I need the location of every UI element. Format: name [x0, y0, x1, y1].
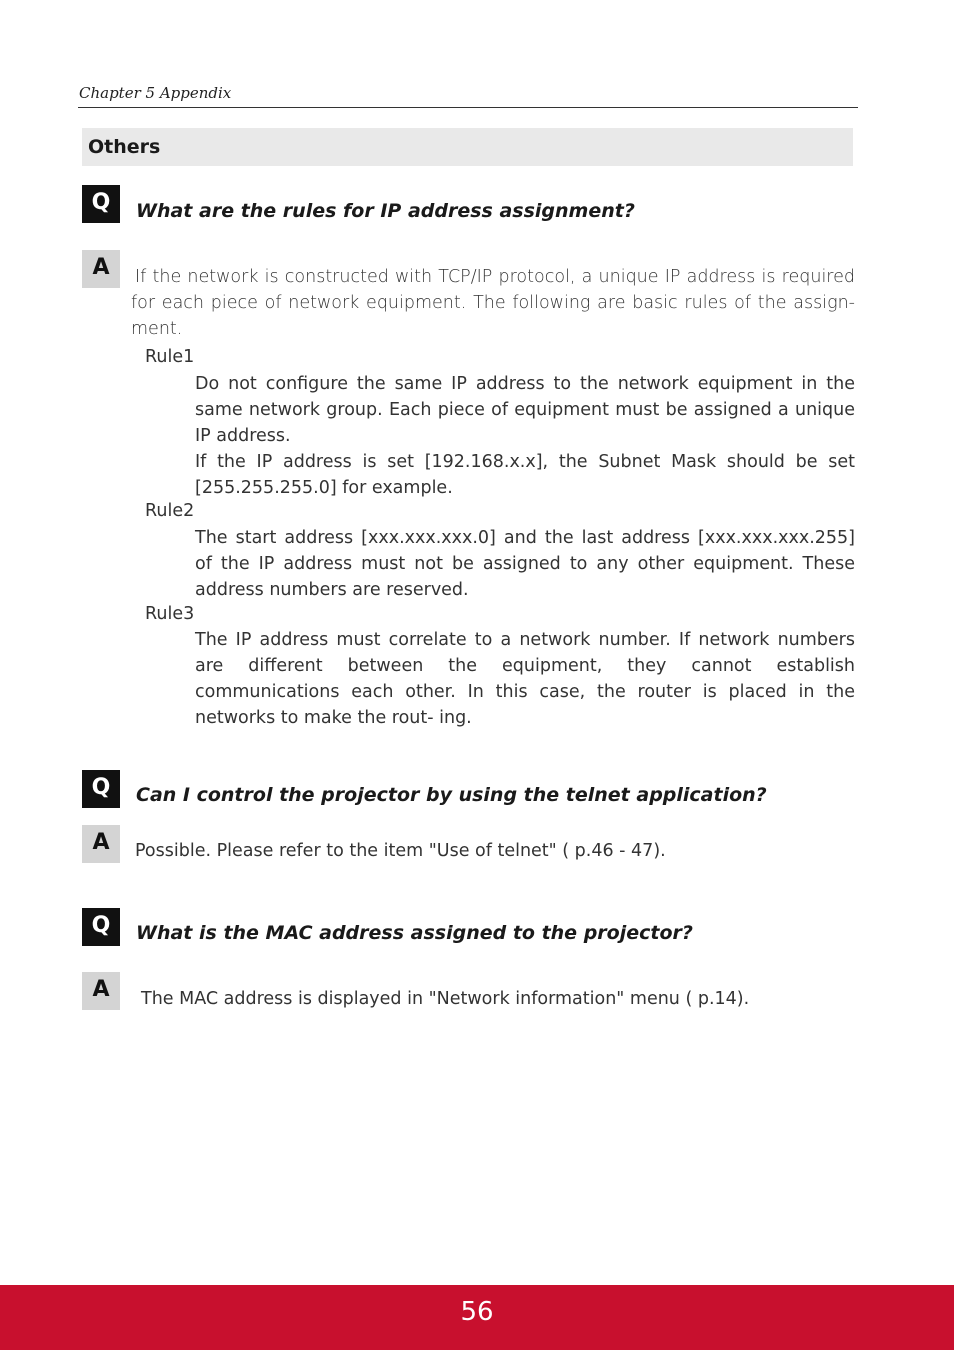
answer-badge: A	[82, 972, 120, 1010]
answer-badge: A	[82, 825, 120, 863]
rule-1-paragraph-2: If the IP address is set [192.168.x.x], the Subnet Mask should be set [255.255.255.0] for example.	[195, 452, 855, 498]
rule-1-paragraph-1: Do not configure the same IP address to the network equipment in the same network group. Each piece of equipment must be assigned a unique IP address.	[195, 374, 855, 446]
rule-2-text	[195, 525, 855, 603]
answer-1-intro	[131, 264, 855, 342]
answer-1-intro-text: If the network is constructed with TCP/IP protocol, a unique IP address is required for each piece of network equipment. The following are basic rules of the assign- ment.	[131, 267, 855, 339]
question-3: What is the MAC address assigned to the projector?	[136, 922, 693, 944]
question-2: Can I control the projector by using the telnet application?	[136, 784, 767, 806]
question-badge: Q	[82, 770, 120, 808]
header-rule	[78, 107, 858, 108]
page-number: 56	[460, 1297, 494, 1327]
footer-bar	[0, 1285, 954, 1350]
question-badge: Q	[82, 185, 120, 223]
rule-3-label: Rule3	[145, 604, 195, 624]
rule-1-label: Rule1	[145, 347, 195, 367]
rule-3-paragraph-1: The IP address must correlate to a network number. If network numbers are different between the equipment, they cannot establish communications each other. In this case, the router is placed in the networks to make the rout- ing.	[195, 630, 855, 728]
rule-1-text	[195, 371, 855, 501]
answer-2: Possible. Please refer to the item "Use of telnet" ( p.46 - 47).	[135, 841, 666, 861]
section-title: Others	[88, 136, 161, 158]
rule-3-text	[195, 627, 855, 731]
question-badge: Q	[82, 908, 120, 946]
rule-2-label: Rule2	[145, 501, 195, 521]
answer-badge: A	[82, 250, 120, 288]
section-bar	[82, 128, 853, 166]
answer-3: The MAC address is displayed in "Network information" menu ( p.14).	[141, 989, 750, 1009]
rule-2-paragraph-1: The start address [xxx.xxx.xxx.0] and the last address [xxx.xxx.xxx.255] of the IP address must not be assigned to any other equipment. These address numbers are reserved.	[195, 528, 855, 600]
question-1: What are the rules for IP address assignment?	[136, 200, 635, 222]
chapter-header: Chapter 5 Appendix	[79, 84, 232, 102]
